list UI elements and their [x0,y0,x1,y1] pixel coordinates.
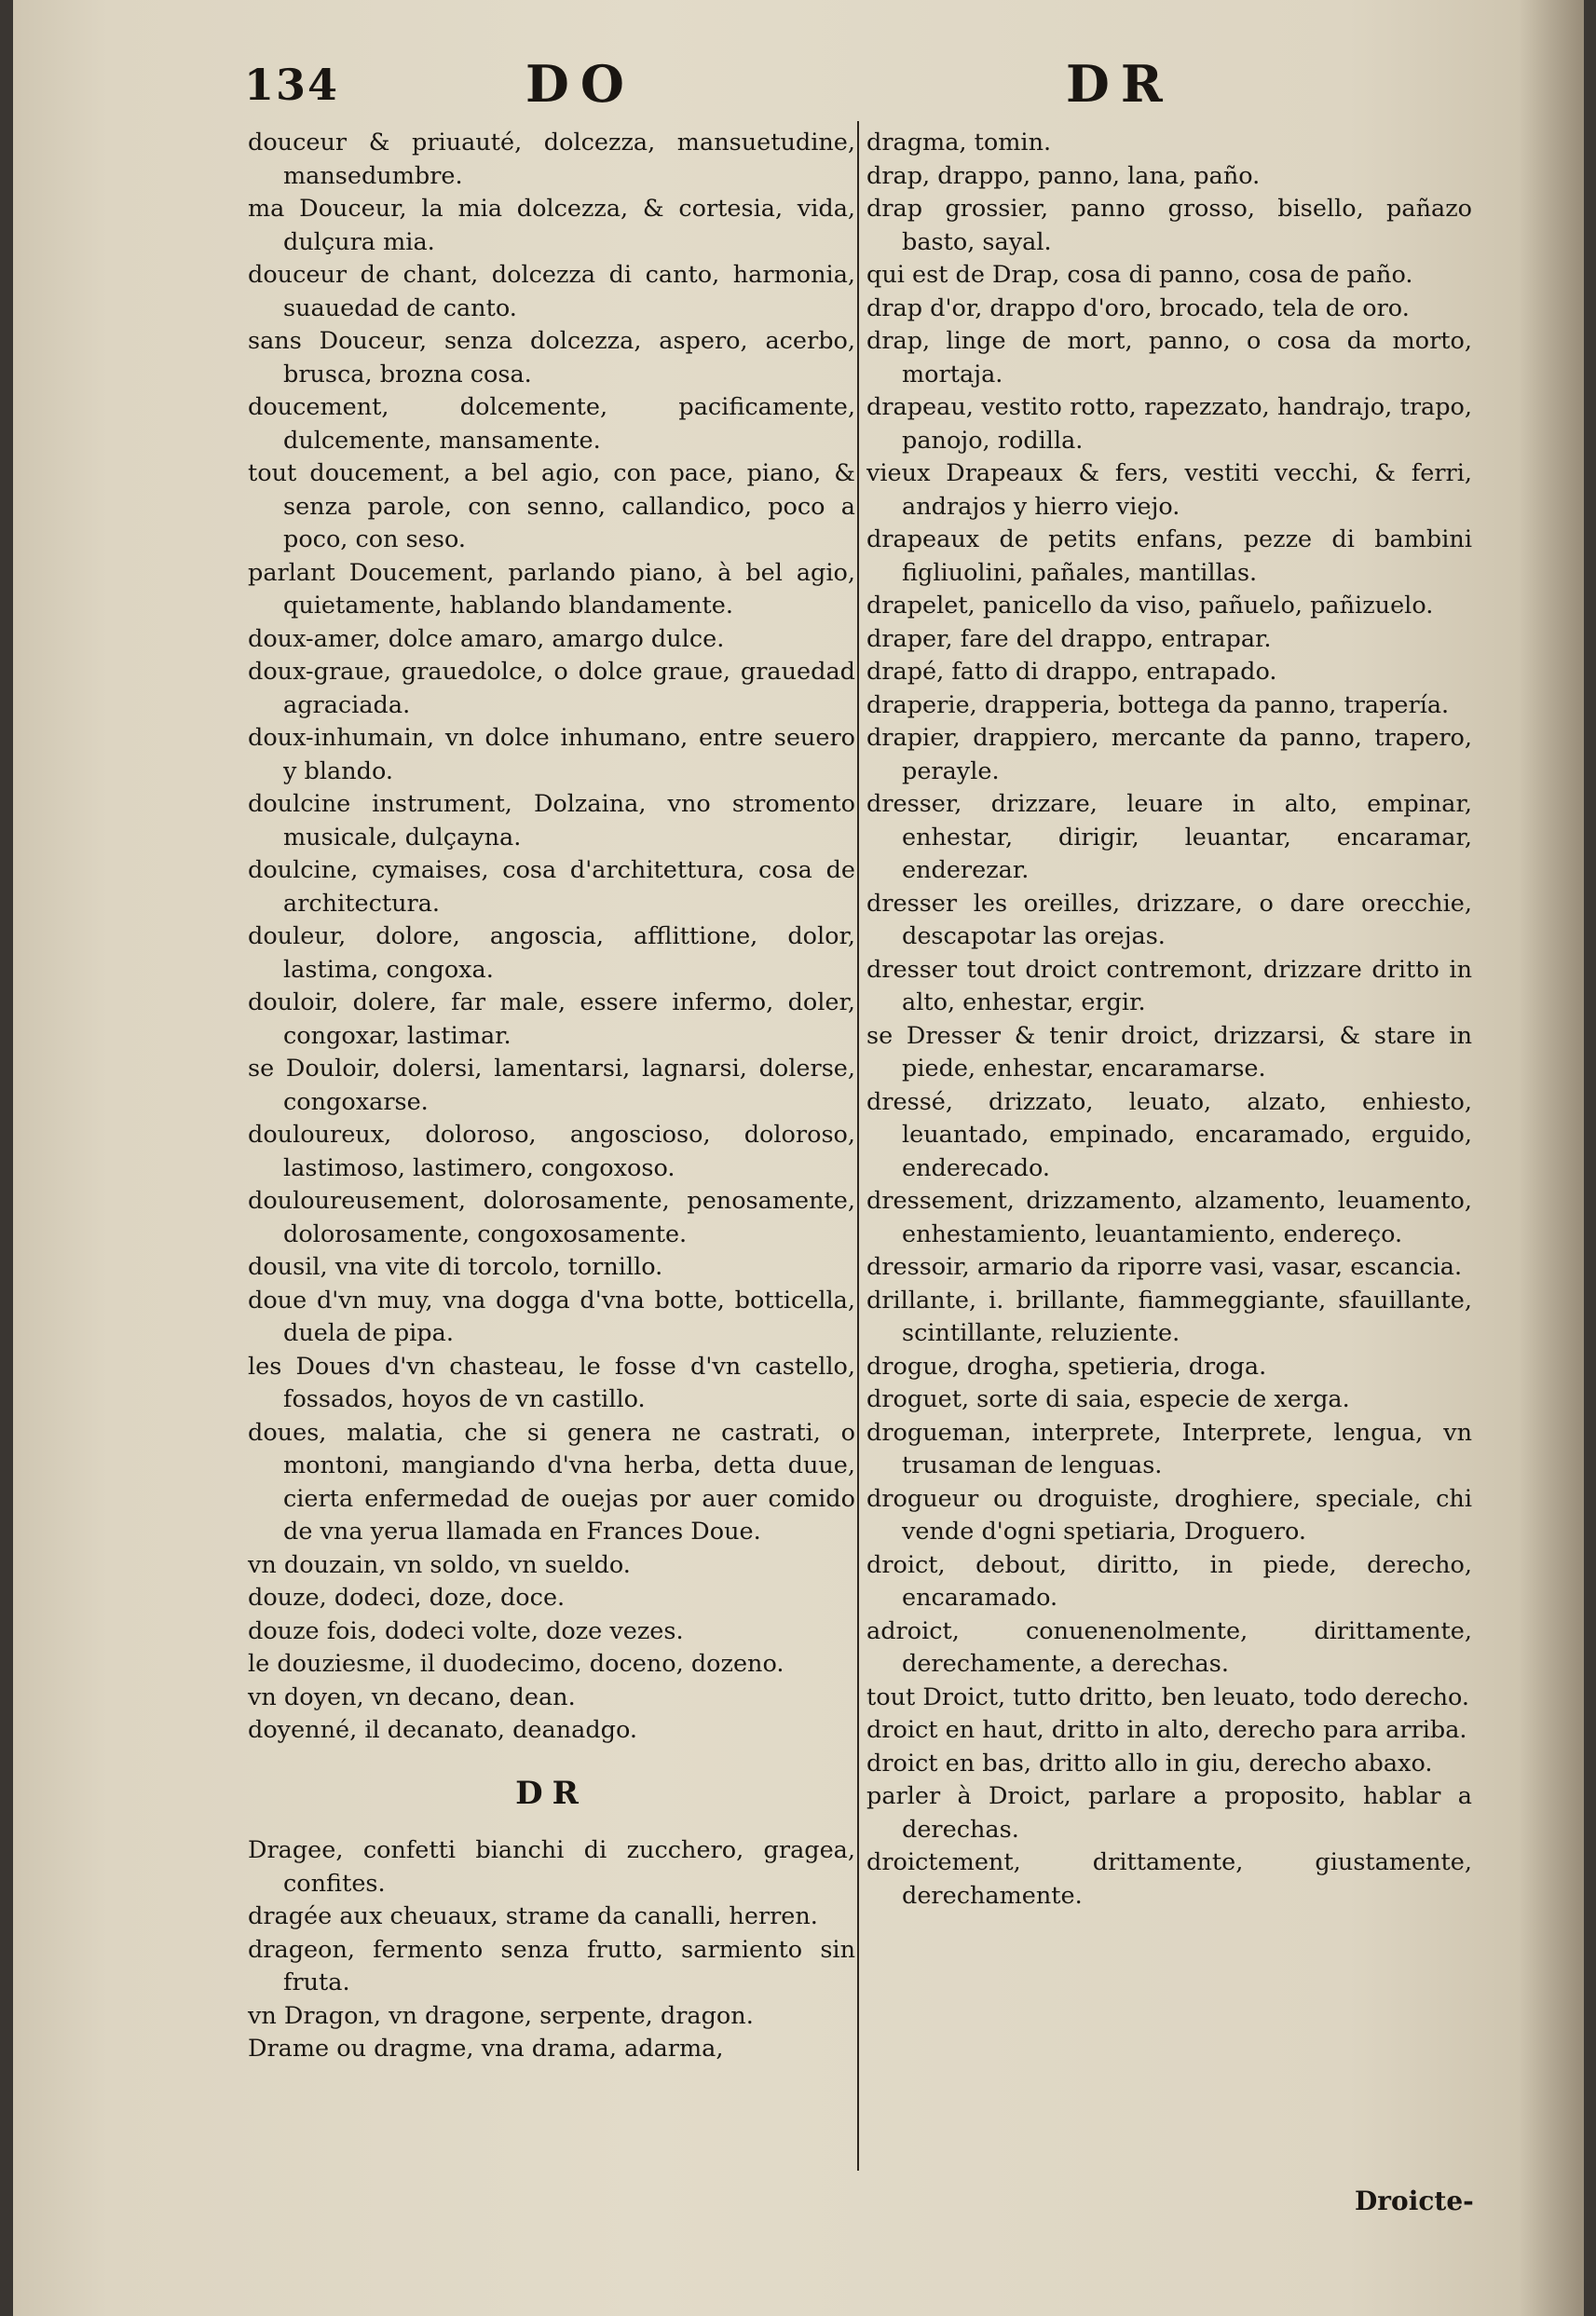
left-column-dr-entries [248,1834,855,2066]
dictionary-entry: dressé, drizzato, leuato, alzato, enhiesto, leuantado, empinado, encaramado, erguido, enderecado. [866,1087,1472,1182]
right-column [866,127,1472,1913]
dictionary-entry: drapeau, vestito rotto, rapezzato, handrajo, trapo, panojo, rodilla. [866,393,1472,455]
dictionary-entry: doux-inhumain, vn dolce inhumano, entre seuero y blando. [248,724,855,785]
dictionary-entry: douloureux, doloroso, angoscioso, doloroso, lastimoso, lastimero, congoxoso. [248,1121,855,1182]
page-number: 134 [244,60,340,110]
dictionary-entry: douloureusement, dolorosamente, penosamente, dolorosamente, congoxosamente. [248,1187,855,1248]
dictionary-entry: draperie, drapperia, bottega da panno, trapería. [866,690,1450,719]
dictionary-entry: dousil, vna vite di torcolo, tornillo. [248,1253,663,1281]
dictionary-entry: doulcine instrument, Dolzaina, vno stromento musicale, dulçayna. [248,790,855,851]
section-heading-dr: DR [515,1774,588,1812]
dictionary-entry: tout doucement, a bel agio, con pace, piano, & senza parole, con senno, callandico, poco a poco, con seso. [248,459,855,553]
dictionary-entry: les Doues d'vn chasteau, le fosse d'vn castello, fossados, hoyos de vn castillo. [248,1352,855,1413]
dictionary-entry: drillante, i. brillante, fiammeggiante, sfauillante, scintillante, reluziente. [866,1286,1472,1347]
dictionary-entry: drapelet, panicello da viso, pañuelo, pañizuelo. [866,592,1434,620]
right-running-head: DR [1066,54,1174,114]
dictionary-entry: le douziesme, il duodecimo, doceno, dozeno. [248,1650,784,1678]
dictionary-entry: drapeaux de petits enfans, pezze di bambini figliuolini, pañales, mantillas. [866,525,1472,587]
dictionary-entry: droict, debout, diritto, in piede, derecho, encaramado. [866,1550,1472,1612]
dictionary-entry: doucement, dolcemente, pacificamente, dulcemente, mansamente. [248,393,855,455]
left-column-entries [248,127,855,1748]
dictionary-entry: drapé, fatto di drappo, entrapado. [866,658,1277,686]
dictionary-entry: doux-graue, grauedolce, o dolce graue, grauedad agraciada. [248,658,855,719]
dictionary-entry: vn douzain, vn soldo, vn sueldo. [248,1550,631,1579]
dictionary-entry: se Dresser & tenir droict, drizzarsi, & stare in piede, enhestar, encaramarse. [866,1021,1472,1083]
dictionary-entry: douloir, dolere, far male, essere infermo, doler, congoxar, lastimar. [248,988,855,1050]
dictionary-entry: drogue, drogha, spetieria, droga. [866,1352,1267,1381]
dictionary-entry: Drame ou dragme, vna drama, adarma, [248,2035,724,2063]
dictionary-entry: douleur, dolore, angoscia, afflittione, dolor, lastima, congoxa. [248,922,855,984]
dictionary-entry: sans Douceur, senza dolcezza, aspero, acerbo, brusca, brozna cosa. [248,327,855,388]
dictionary-entry: droguet, sorte di saia, especie de xerga. [866,1385,1350,1413]
dictionary-entry: vn Dragon, vn dragone, serpente, dragon. [248,2001,754,2030]
dictionary-entry: dressement, drizzamento, alzamento, leuamento, enhestamiento, leuantamiento, endereço. [866,1187,1472,1248]
left-column [248,127,855,2066]
dictionary-entry: droict en bas, dritto allo in giu, derecho abaxo. [866,1749,1433,1778]
dictionary-entry: Dragee, confetti bianchi di zucchero, gragea, confites. [248,1836,855,1898]
dictionary-entry: adroict, conuenenolmente, dirittamente, derechamente, a derechas. [866,1616,1472,1678]
dictionary-entry: drogueur ou droguiste, droghiere, speciale, chi vende d'ogni spetiaria, Droguero. [866,1484,1472,1546]
dictionary-entry: parler à Droict, parlare a proposito, hablar a derechas. [866,1782,1472,1844]
dictionary-entry: douceur de chant, dolcezza di canto, harmonia, suauedad de canto. [248,261,855,322]
dictionary-entry: drap, drappo, panno, lana, paño. [866,161,1261,190]
left-running-head: DO [525,54,635,114]
dictionary-entry: tout Droict, tutto dritto, ben leuato, todo derecho. [866,1683,1470,1711]
dictionary-entry: dresser tout droict contremont, drizzare dritto in alto, enhestar, ergir. [866,955,1472,1016]
dictionary-entry: drap, linge de mort, panno, o cosa da morto, mortaja. [866,327,1472,388]
dictionary-entry: qui est de Drap, cosa di panno, cosa de paño. [866,261,1413,289]
dictionary-entry: ma Douceur, la mia dolcezza, & cortesia, vida, dulçura mia. [248,195,855,256]
dictionary-entry: doues, malatia, che si genera ne castrati, o montoni, mangiando d'vna herba, detta duue, cierta enfermedad de ouejas por auer comido de vna yerua llamada en Frances Doue. [248,1418,855,1546]
dictionary-entry: dressoir, armario da riporre vasi, vasar, escancia. [866,1253,1463,1281]
dictionary-entry: doux-amer, dolce amaro, amargo dulce. [248,624,725,653]
dictionary-entry: drap d'or, drappo d'oro, brocado, tela de oro. [866,293,1410,322]
page-gutter-shadow [1519,0,1584,2316]
dictionary-entry: se Douloir, dolersi, lamentarsi, lagnarsi, dolerse, congoxarse. [248,1055,855,1116]
dictionary-entry: droictement, drittamente, giustamente, derechamente. [866,1848,1472,1910]
dictionary-entry: douze, dodeci, doze, doce. [248,1584,566,1612]
dictionary-entry: droict en haut, dritto in alto, derecho para arriba. [866,1716,1467,1744]
running-header [13,54,1584,119]
dictionary-entry: draper, fare del drappo, entrapar. [866,624,1272,653]
dictionary-entry: parlant Doucement, parlando piano, à bel agio, quietamente, hablando blandamente. [248,558,855,620]
dictionary-entry: doue d'vn muy, vna dogga d'vna botte, botticella, duela de pipa. [248,1286,855,1347]
dictionary-entry: doyenné, il decanato, deanadgo. [248,1716,637,1744]
dictionary-entry: dragée aux cheuaux, strame da canalli, herren. [248,1902,818,1930]
column-divider [857,121,859,2171]
catchword: Droicte- [1355,2186,1474,2216]
dictionary-entry: vn doyen, vn decano, dean. [248,1683,576,1711]
dictionary-entry: drogueman, interprete, Interprete, lengua, vn trusaman de lenguas. [866,1418,1472,1479]
right-column-entries [866,127,1472,1913]
dictionary-entry: douceur & priuauté, dolcezza, mansuetudine, mansedumbre. [248,129,855,190]
dictionary-entry: drapier, drappiero, mercante da panno, trapero, perayle. [866,724,1472,785]
dictionary-entry: vieux Drapeaux & fers, vestiti vecchi, & ferri, andrajos y hierro viejo. [866,459,1472,521]
book-page [13,0,1584,2316]
dictionary-entry: dresser les oreilles, drizzare, o dare orecchie, descapotar las orejas. [866,889,1472,950]
dictionary-entry: doulcine, cymaises, cosa d'architettura, cosa de architectura. [248,856,855,918]
dictionary-entry: dragma, tomin. [866,129,1052,157]
dictionary-entry: drageon, fermento senza frutto, sarmiento sin fruta. [248,1935,855,1996]
dictionary-entry: douze fois, dodeci volte, doze vezes. [248,1616,684,1645]
dictionary-entry: dresser, drizzare, leuare in alto, empinar, enhestar, dirigir, leuantar, encaramar, enderezar. [866,790,1472,884]
dictionary-entry: drap grossier, panno grosso, bisello, pañazo basto, sayal. [866,195,1472,256]
